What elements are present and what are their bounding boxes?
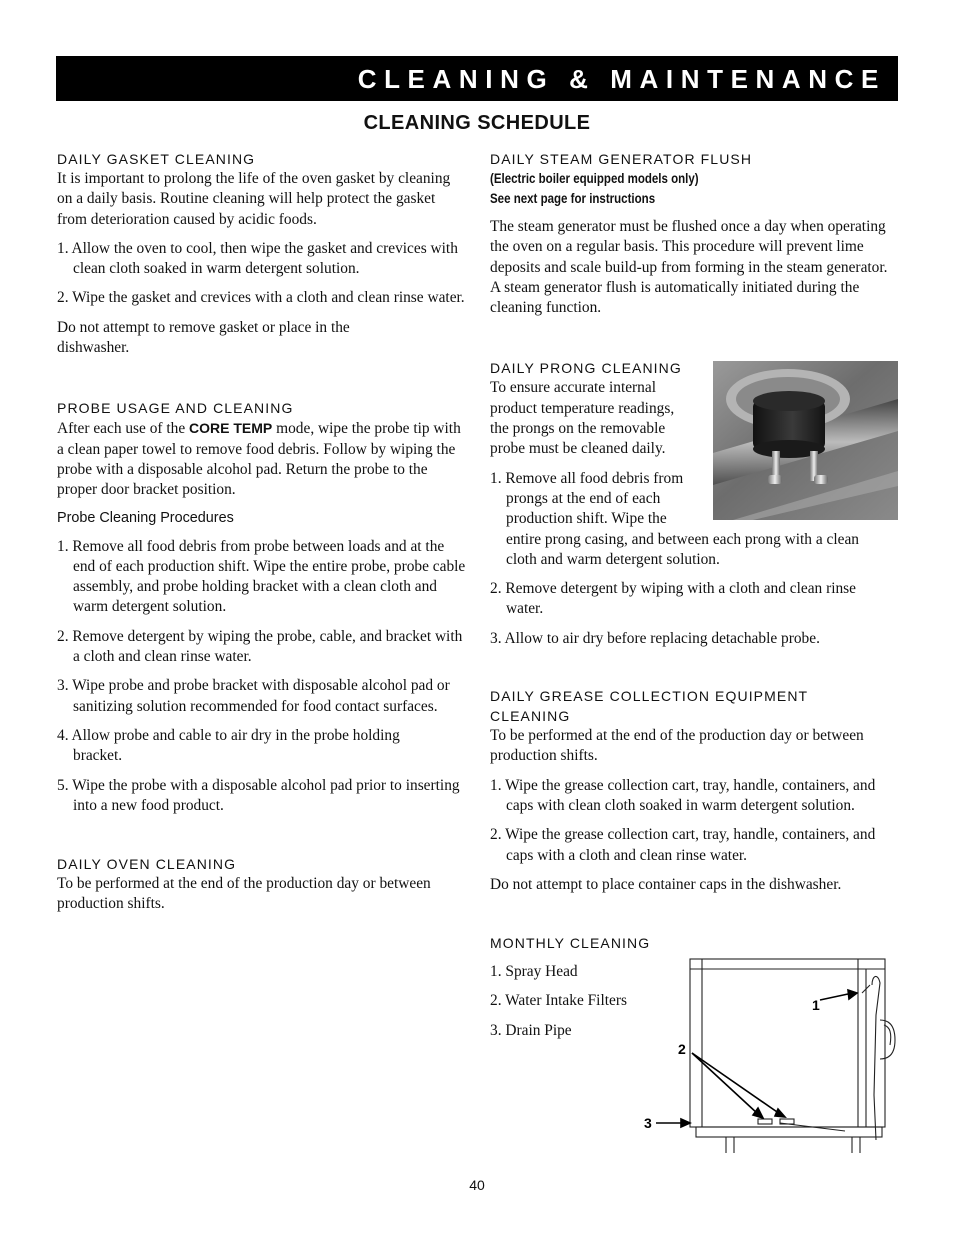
callout-water-filters: 2 [678,1041,686,1057]
grease-section [490,686,900,895]
grease-step: 1. Wipe the grease collection cart, tray, handle, containers, and caps with clean cloth soaked in warm detergent solution. [490,776,876,814]
oven-cleaning-diagram [640,955,902,1160]
prong-step: 2. Remove detergent by wiping with a cloth and clean rinse water. [490,580,857,618]
steam-heading: DAILY STEAM GENERATOR FLUSH [490,151,753,167]
left-column [57,149,469,924]
grease-heading: DAILY GREASE COLLECTION EQUIPMENT CLEANING [490,688,808,725]
prong-step: 3. Allow to air dry before replacing detachable probe. [490,629,820,647]
oven-section [57,854,469,915]
prong-intro-line: the prongs on the removable [490,420,666,438]
probe-section [57,398,469,816]
prong-step-line: prongs at the end of each [506,489,661,507]
monthly-item: 3. Drain Pipe [490,1021,572,1039]
probe-step: 5. Wipe the probe with a disposable alcohol pad prior to inserting into a new food product. [57,776,460,814]
probe-step: 4. Allow probe and cable to air dry in the probe holding bracket. [57,726,400,765]
gasket-note: Do not attempt to remove gasket or place in the dishwasher. [57,318,350,357]
callout-spray-head: 1 [812,997,820,1013]
prong-heading: DAILY PRONG CLEANING [490,360,682,377]
probe-step: 1. Remove all food debris from probe between loads and at the end of each production shift. Wipe the entire probe, probe cable assembly, and probe holding bracket with a clean cloth and warm detergent solution. [57,537,466,616]
gasket-heading: DAILY GASKET CLEANING [57,151,256,167]
probe-prong-photo [713,361,898,520]
monthly-heading: MONTHLY CLEANING [490,935,651,952]
prong-intro-line: To ensure accurate internal [490,379,656,397]
gasket-intro: It is important to prolong the life of the oven gasket by cleaning on a daily basis. Routine cleaning will help protect the gasket from deterioration caused by acidic foods. [57,170,451,228]
section-banner [56,56,898,101]
probe-subheading: Probe Cleaning Procedures [57,509,234,526]
monthly-item: 1. Spray Head [490,963,578,981]
prong-step-line: production shift. Wipe the [506,510,667,528]
oven-text: To be performed at the end of the production day or between production shifts. [57,875,431,913]
steam-section [490,149,900,318]
right-column [490,149,900,1050]
grease-step: 2. Wipe the grease collection cart, tray, handle, containers, and caps with a cloth and clean rinse water. [490,826,876,864]
probe-intro-before: After each use of the [57,420,190,438]
steam-note-next-page: See next page for instructions [490,191,656,206]
probe-step: 2. Remove detergent by wiping the probe, cable, and bracket with a cloth and clean rinse water. [57,627,463,666]
prong-steps [490,579,900,649]
grease-steps [490,776,900,866]
oven-heading: DAILY OVEN CLEANING [57,856,237,873]
page-number: 40 [469,1177,485,1193]
probe-step: 3. Wipe probe and probe bracket with disposable alcohol pad or sanitizing solution recommended for food contact surfaces. [57,677,450,715]
gasket-section [57,149,469,358]
gasket-steps [57,239,469,309]
callout-drain-pipe: 3 [644,1115,652,1131]
grease-intro: To be performed at the end of the production day or between production shifts. [490,727,864,765]
prong-intro-line: probe must be cleaned daily. [490,440,666,458]
core-temp-mode: CORE TEMP [189,420,273,437]
steam-note-models: (Electric boiler equipped models only) [490,171,699,186]
page-title: CLEANING SCHEDULE [363,112,591,134]
probe-steps [57,537,469,817]
prong-step-line: 1. Remove all food debris from [490,469,684,487]
grease-note: Do not attempt to place container caps in the dishwasher. [490,875,842,893]
prong-step-line: entire prong casing, and between each prong with a clean cloth and warm detergent solution. [506,530,859,568]
steam-text: The steam generator must be flushed once a day when operating the oven on a regular basis. This procedure will prevent lime deposits and scale build-up from forming in the steam generator. A steam generator flush is automatically initiated during the cleaning function. [490,218,888,317]
probe-heading: PROBE USAGE AND CLEANING [57,400,294,417]
probe-intro [57,418,469,500]
gasket-step: 2. Wipe the gasket and crevices with a cloth and clean rinse water. [57,289,465,307]
probe-intro-after: mode, wipe the probe tip with a clean paper towel to remove food debris. Follow by wiping the probe with a disposable alcohol pad. Return the probe to the proper door bracket position. [57,420,461,499]
gasket-step: 1. Allow the oven to cool, then wipe the gasket and crevices with clean cloth soaked in warm detergent solution. [57,239,458,278]
section-banner-title: CLEANING & MAINTENANCE [357,64,886,94]
prong-intro-line: product temperature readings, [490,399,675,417]
monthly-item: 2. Water Intake Filters [490,992,627,1010]
